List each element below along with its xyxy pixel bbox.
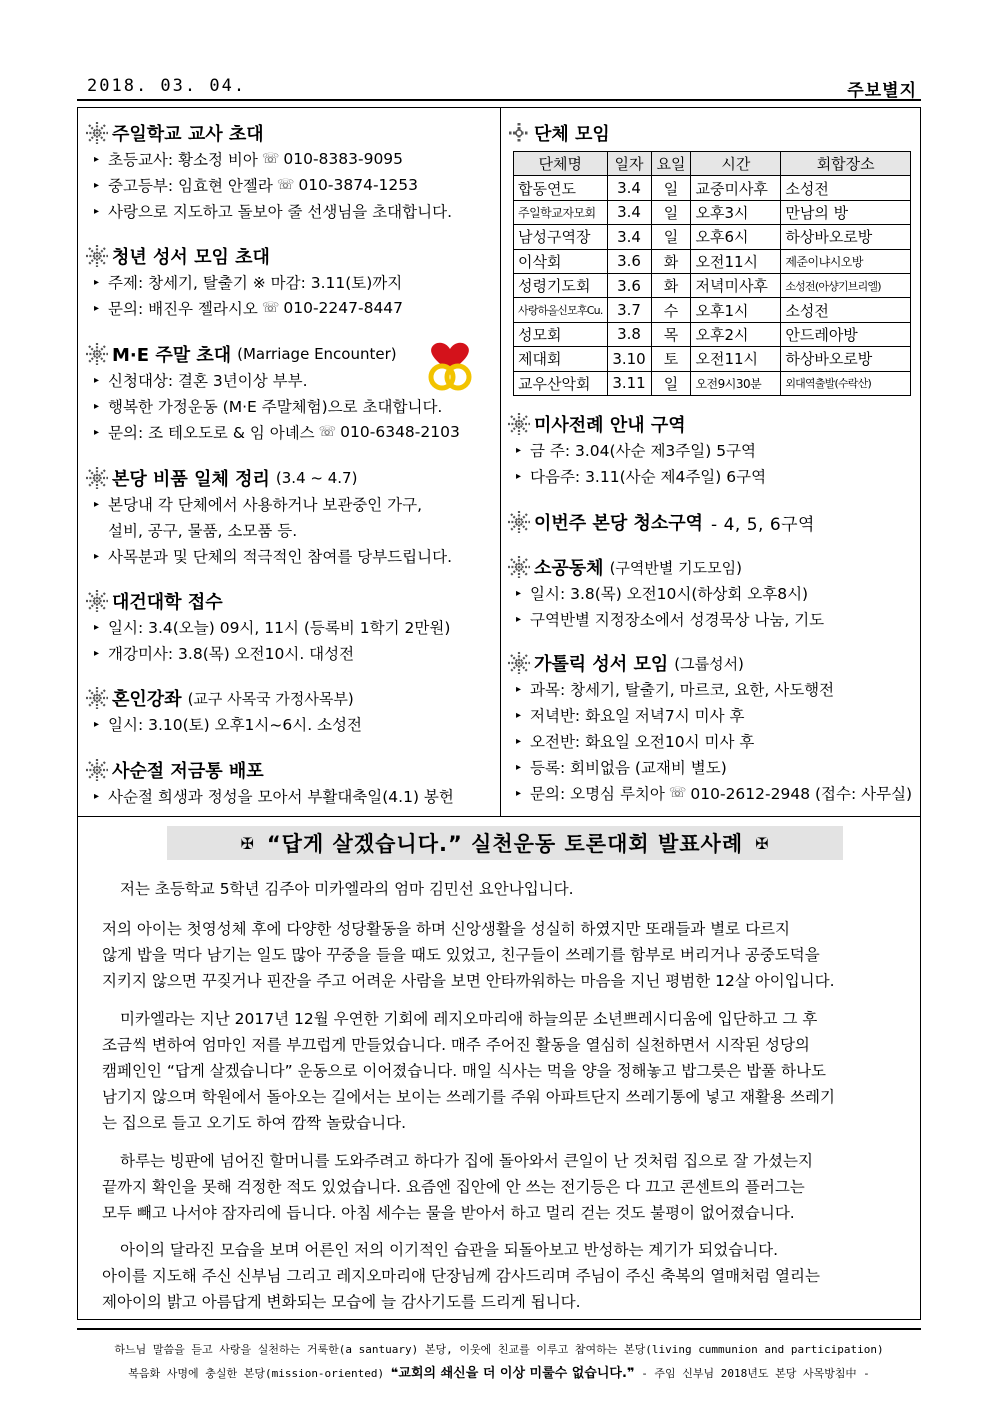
table-row	[514, 298, 911, 322]
table-row	[514, 347, 911, 371]
table-cell: 하상바오로방	[781, 347, 911, 371]
essay-title-banner	[167, 826, 843, 860]
me-section	[86, 341, 460, 445]
table-cell: 소성전	[781, 176, 911, 200]
table-cell: 일	[651, 200, 691, 224]
triangle-bullet-icon: ▸	[94, 550, 100, 562]
page-header	[77, 76, 921, 100]
table-cell: 소성전	[781, 298, 911, 322]
table-cell: 안드레아방	[781, 322, 911, 346]
phone-icon: ☏	[318, 424, 337, 440]
section-title: 사순절 저금통 배포	[86, 757, 454, 783]
triangle-bullet-icon: ▸	[94, 205, 100, 217]
essay-paragraph: 하루는 빙판에 넘어진 할머니를 도와주려고 하다가 집에 돌아와서 큰일이 난 것처럼 집으로 잘 가셨는지 끝까지 확인을 못해 걱정한 적도 있었습니다. 요즘엔 집안에 안 쓰는 전기등은 다 끄고 콘센트의 플러그는 모두 빼고 나서야 잠자리에 듭니다. 아침 세수는 물을 받아서 하고 멀리 걷는 것도 불평이 없어졌습니다.	[102, 1152, 813, 1222]
footer-line-2: 복음화 사명에 충실한 본당(mission-oriented) ❝교회의 쇄신을 더 이상 미룰수 없습니다.❞ - 주임 신부님 2018년도 본당 사목방침中 -	[128, 1366, 870, 1381]
decorative-star-icon	[508, 413, 530, 435]
table-header-row	[514, 152, 911, 176]
triangle-bullet-icon: ▸	[516, 683, 522, 695]
section-title: 단체 모임	[508, 120, 610, 146]
essay-paragraph: 미카엘라는 지난 2017년 12월 우연한 기회에 레지오마리애 하늘의문 소년쁘레시디움에 입단하고 그 후 조금씩 변하여 엄마인 저를 부끄럽게 만들었습니다. 매주 주어진 활동을 열심히 실천하면서 시작된 성당의 캠페인인 “답게 살겠습니다” 운동으로 이어졌습니다. 매일 식사는 먹을 양을 정해놓고 밥그릇은 밥풀 하나도 남기지 않으며 학원에서 돌아오는 길에서는 보이는 쓰레기를 주워 아파트단지 쓰레기통에 넣고 재활용 쓰레기 는 집으로 들고 오기도 하여 깜짝 놀랐습니다.	[102, 1010, 835, 1132]
table-cell: 3.6	[607, 249, 651, 273]
clean-section	[86, 465, 452, 569]
triangle-bullet-icon: ▸	[516, 709, 522, 721]
decorative-star-icon	[86, 759, 108, 781]
table-row	[514, 225, 911, 249]
table-row	[514, 176, 911, 200]
section-title: 가톨릭 성서 모임 (그룹성서)	[508, 650, 912, 676]
table-cell: 합동연도	[514, 176, 608, 200]
table-cell: 제준이냐시오방	[781, 249, 911, 273]
table-cell: 3.8	[607, 322, 651, 346]
table-cell: 제대회	[514, 347, 608, 371]
list-item: ▸ 등록: 회비없음 (교재비 별도)	[516, 759, 727, 777]
footer-line-1: 하느님 말씀을 듣고 사랑을 실천하는 거룩한(a santuary) 본당, 이웃에 친교를 이루고 참여하는 본당(living cummunion and participation)	[114, 1343, 884, 1356]
table-cell: 3.7	[607, 298, 651, 322]
community-section	[508, 554, 824, 632]
table-cell: 이삭회	[514, 249, 608, 273]
table-cell: 오전11시	[691, 347, 781, 371]
triangle-bullet-icon: ▸	[94, 498, 100, 510]
table-cell: 오후6시	[691, 225, 781, 249]
list-item: ▸ 사랑으로 지도하고 돌보아 줄 선생님을 초대합니다.	[94, 203, 452, 221]
list-item: ▸ 문의: 오명심 루치아 ☏ 010-2612-2948 (접수: 사무실)	[516, 785, 913, 803]
list-item: ▸ 다음주: 3.11(사순 제4주일) 6구역	[516, 468, 767, 486]
univ-section	[86, 588, 450, 666]
table-cell: 화	[651, 249, 691, 273]
table-cell: 오전9시30분	[691, 371, 781, 395]
bulletin-title: 주보별지	[847, 81, 917, 101]
list-item: ▸ 일시: 3.8(목) 오전10시(하상회 오후8시)	[516, 585, 809, 603]
bible-section	[86, 243, 403, 321]
mass-section	[508, 411, 766, 489]
group-meetings-table	[513, 151, 911, 396]
cross-icon: ✠	[755, 833, 770, 853]
bulletin-date: 2018. 03. 04.	[87, 76, 247, 96]
essay-paragraph: 아이의 달라진 모습을 보며 어른인 저의 이기적인 습관을 되돌아보고 반성하는 계기가 되었습니다. 아이를 지도해 주신 신부님 그리고 레지오마리애 단장님께 감사드리며 주님이 주신 축복의 열매처럼 열리는 제아이의 밝고 아름답게 변화되는 모습에 늘 감사기도를 드리게 됩니다.	[102, 1241, 820, 1311]
column-header: 요일	[651, 152, 691, 176]
list-item: ▸ 중고등부: 임효현 안젤라 ☏ 010-3874-1253	[94, 176, 418, 195]
phone-icon: ☏	[261, 300, 280, 316]
list-item: ▸ 신청대상: 결혼 3년이상 부부.	[94, 372, 308, 390]
table-cell: 화	[651, 273, 691, 297]
table-row	[514, 371, 911, 395]
list-item: ▸ 문의: 배진우 젤라시오 ☏ 010-2247-8447	[94, 299, 404, 318]
decorative-star-icon	[86, 245, 108, 267]
list-item: ▸ 구역반별 지정장소에서 성경묵상 나눔, 기도	[516, 611, 825, 629]
table-row	[514, 273, 911, 297]
section-title: 주일학교 교사 초대	[86, 120, 452, 146]
table-cell: 3.4	[607, 225, 651, 249]
table-row	[514, 322, 911, 346]
section-title: 혼인강좌 (교구 사목국 가정사목부)	[86, 685, 362, 711]
table-cell: 오후2시	[691, 322, 781, 346]
list-item: ▸ 과목: 창세기, 탈출기, 마르코, 요한, 사도행전	[516, 681, 835, 699]
section-title: M·E 주말 초대 (Marriage Encounter)	[86, 341, 460, 367]
section-title: 미사전례 안내 구역	[508, 411, 766, 437]
groups-section	[508, 120, 610, 146]
table-cell: 오후3시	[691, 200, 781, 224]
table-cell: 하상바오로방	[781, 225, 911, 249]
decorative-star-icon	[508, 511, 530, 533]
marriage-section	[86, 685, 362, 737]
phone-icon: ☏	[668, 785, 687, 801]
triangle-bullet-icon: ▸	[516, 787, 522, 799]
triangle-bullet-icon: ▸	[94, 153, 100, 165]
triangle-bullet-icon: ▸	[94, 426, 100, 438]
list-item: ▸ 사순절 희생과 정성을 모아서 부활대축일(4.1) 봉헌	[94, 788, 454, 806]
list-item: ▸ 사목분과 및 단체의 적극적인 참여를 당부드립니다.	[94, 548, 452, 566]
decorative-star-icon	[86, 343, 108, 365]
essay-paragraph: 저는 초등학교 5학년 김주아 미카엘라의 엄마 김민선 요안나입니다.	[120, 880, 574, 898]
table-cell: 오전11시	[691, 249, 781, 273]
triangle-bullet-icon: ▸	[94, 179, 100, 191]
list-item: ▸ 일시: 3.10(토) 오후1시~6시. 소성전	[94, 716, 362, 734]
section-divider	[77, 816, 921, 817]
decorative-star-icon	[86, 467, 108, 489]
table-cell: 목	[651, 322, 691, 346]
triangle-bullet-icon: ▸	[516, 470, 522, 482]
table-cell: 3.4	[607, 200, 651, 224]
table-row	[514, 200, 911, 224]
table-cell: 저녁미사후	[691, 273, 781, 297]
footer-slogan: ❝교회의 쇄신을 더 이상 미룰수 없습니다.❞	[390, 1366, 635, 1381]
table-cell: 3.11	[607, 371, 651, 395]
section-title: 본당 비품 일체 정리 (3.4 ~ 4.7)	[86, 465, 452, 491]
triangle-bullet-icon: ▸	[516, 587, 522, 599]
footer-rule	[77, 1328, 921, 1330]
triangle-bullet-icon: ▸	[516, 761, 522, 773]
table-cell: 오후1시	[691, 298, 781, 322]
list-item: ▸ 주제: 창세기, 탈출기 ※ 마감: 3.11(토)까지	[94, 274, 403, 292]
triangle-bullet-icon: ▸	[94, 621, 100, 633]
table-cell: 일	[651, 176, 691, 200]
teacher-section	[86, 120, 452, 224]
table-cell: 성모회	[514, 322, 608, 346]
decorative-star-icon	[508, 556, 530, 578]
essay-paragraph: 저의 아이는 첫영성체 후에 다양한 성당활동을 하며 신앙생활을 성실히 하였지만 또래들과 별로 다르지 않게 밥을 먹다 남기는 일도 많아 꾸중을 들을 때도 있었고, 친구들이 쓰레기를 함부로 버리거나 공중도덕을 지키지 않으면 꾸짖거나 핀잔을 주고 어려운 사람을 보면 안타까워하는 마음을 지닌 평범한 12살 아이입니다.	[102, 920, 835, 990]
section-title: 소공동체 (구역반별 기도모임)	[508, 554, 824, 580]
column-header: 시간	[691, 152, 781, 176]
cross-icon: ✠	[240, 833, 255, 853]
list-item: ▸ 문의: 조 테오도로 & 임 아녜스 ☏ 010-6348-2103	[94, 423, 460, 442]
column-header: 일자	[607, 152, 651, 176]
table-cell: 소성전(아샹기브리엘)	[781, 273, 911, 297]
list-item: ▸ 저녁반: 화요일 저녁7시 미사 후	[516, 707, 745, 725]
table-cell: 만남의 방	[781, 200, 911, 224]
decorative-star-icon	[86, 687, 108, 709]
triangle-bullet-icon: ▸	[94, 374, 100, 386]
lent-section	[86, 757, 454, 809]
table-cell: 교우산악회	[514, 371, 608, 395]
cleaning-section	[508, 509, 815, 535]
triangle-bullet-icon: ▸	[94, 647, 100, 659]
triangle-bullet-icon: ▸	[94, 400, 100, 412]
table-cell: 토	[651, 347, 691, 371]
header-rule	[77, 99, 921, 101]
table-cell: 수	[651, 298, 691, 322]
list-item: ▸ 본당내 각 단체에서 사용하거나 보관중인 가구,	[94, 496, 423, 514]
phone-icon: ☏	[261, 151, 280, 167]
table-cell: 외대역출발(수락산)	[781, 371, 911, 395]
table-cell: 일	[651, 225, 691, 249]
table-cell: 교중미사후	[691, 176, 781, 200]
triangle-bullet-icon: ▸	[516, 613, 522, 625]
triangle-bullet-icon: ▸	[516, 735, 522, 747]
triangle-bullet-icon: ▸	[94, 276, 100, 288]
list-item: ▸ 오전반: 화요일 오전10시 미사 후	[516, 733, 755, 751]
decorative-star-icon	[508, 652, 530, 674]
section-title: 대건대학 접수	[86, 588, 450, 614]
list-item: ▸ 금 주: 3.04(사순 제3주일) 5구역	[516, 442, 757, 460]
list-item: 설비, 공구, 물품, 소모품 등.	[108, 522, 298, 540]
list-item: ▸ 초등교사: 황소정 비아 ☏ 010-8383-9095	[94, 150, 404, 169]
essay-title: “답게 살겠습니다.” 실천운동 토론대회 발표사례	[266, 832, 744, 856]
column-header: 회합장소	[781, 152, 911, 176]
table-cell: 성령기도회	[514, 273, 608, 297]
column-header: 단체명	[514, 152, 608, 176]
marriage-encounter-logo	[425, 341, 475, 393]
section-title: 청년 성서 모임 초대	[86, 243, 403, 269]
table-cell: 주일학교자모회	[514, 200, 608, 224]
section-title: 이번주 본당 청소구역 - 4, 5, 6구역	[508, 509, 815, 535]
table-cell: 3.10	[607, 347, 651, 371]
table-cell: 남성구역장	[514, 225, 608, 249]
table-row	[514, 249, 911, 273]
table-cell: 3.6	[607, 273, 651, 297]
triangle-bullet-icon: ▸	[94, 302, 100, 314]
table-cell: 3.4	[607, 176, 651, 200]
triangle-bullet-icon: ▸	[94, 790, 100, 802]
decorative-cross-icon	[508, 122, 530, 144]
triangle-bullet-icon: ▸	[94, 718, 100, 730]
table-cell: 일	[651, 371, 691, 395]
triangle-bullet-icon: ▸	[516, 444, 522, 456]
table-cell: 사랑하올신모후Cu.	[514, 298, 608, 322]
decorative-star-icon	[86, 122, 108, 144]
column-divider	[500, 107, 501, 817]
phone-icon: ☏	[276, 177, 295, 193]
list-item: ▸ 일시: 3.4(오늘) 09시, 11시 (등록비 1학기 2만원)	[94, 619, 451, 637]
catholic-bible-section	[508, 650, 912, 806]
list-item: ▸ 행복한 가정운동 (M·E 주말체험)으로 초대합니다.	[94, 398, 443, 416]
decorative-star-icon	[86, 590, 108, 612]
list-item: ▸ 개강미사: 3.8(목) 오전10시. 대성전	[94, 645, 355, 663]
